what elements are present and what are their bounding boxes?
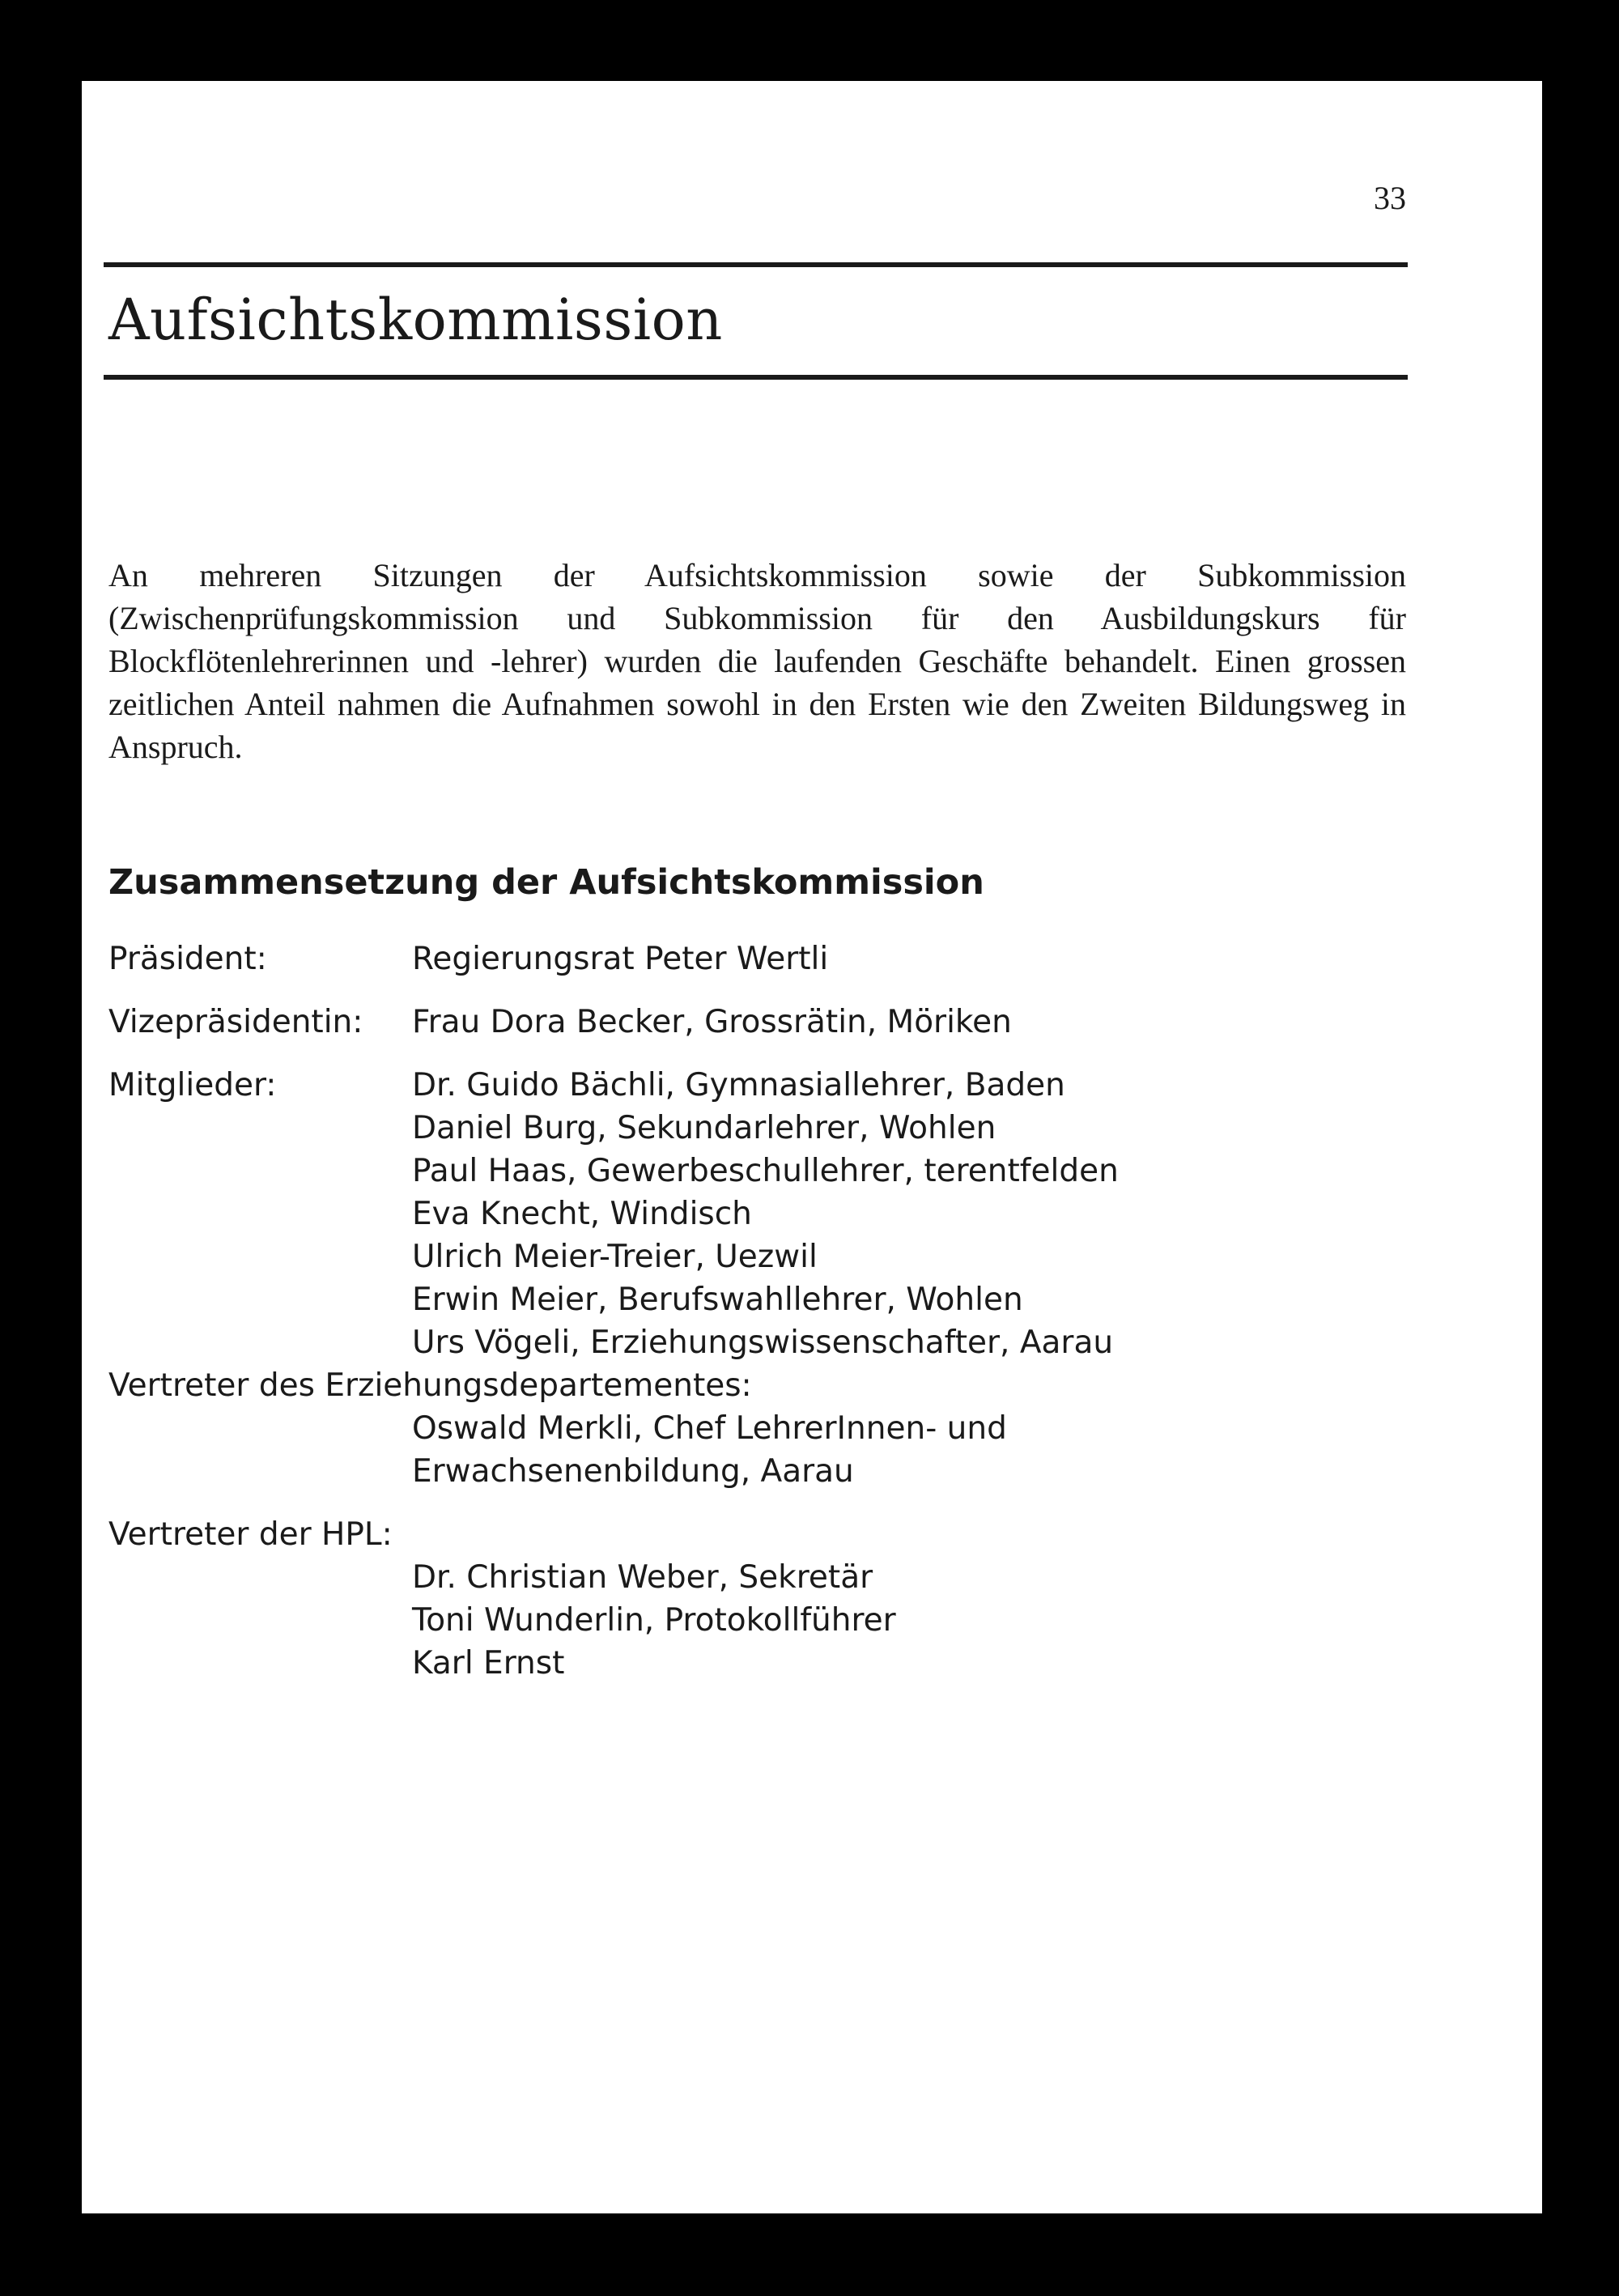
hpl-block bbox=[108, 1513, 1406, 1685]
composition-list bbox=[108, 938, 1406, 1685]
vice-president-role: Vizepräsidentin: bbox=[108, 1004, 363, 1040]
page-title: Aufsichtskommission bbox=[108, 287, 723, 353]
members-row bbox=[108, 1064, 1406, 1364]
member-name: Urs Vögeli, Erziehungswissenschafter, Aarau bbox=[412, 1324, 1114, 1361]
title-rule-top bbox=[104, 262, 1408, 267]
vice-president-name: Frau Dora Becker, Grossrätin, Möriken bbox=[412, 1004, 1012, 1040]
department-name: Erwachsenenbildung, Aarau bbox=[412, 1453, 854, 1490]
hpl-name: Dr. Christian Weber, Sekretär bbox=[412, 1559, 873, 1596]
department-role: Vertreter des Erziehungsdepartementes: bbox=[108, 1367, 752, 1404]
department-name: Oswald Merkli, Chef LehrerInnen- und bbox=[412, 1410, 1007, 1447]
president-row bbox=[108, 938, 1406, 980]
members-names bbox=[412, 1064, 1406, 1364]
member-name: Paul Haas, Gewerbeschullehrer, terentfelden bbox=[412, 1153, 1119, 1189]
member-name: Erwin Meier, Berufswahllehrer, Wohlen bbox=[412, 1282, 1023, 1318]
president-role: Präsident: bbox=[108, 941, 267, 977]
hpl-role: Vertreter der HPL: bbox=[108, 1516, 393, 1553]
title-rule-bottom bbox=[104, 375, 1408, 380]
member-name: Ulrich Meier-Treier, Uezwil bbox=[412, 1239, 818, 1275]
member-name: Daniel Burg, Sekundarlehrer, Wohlen bbox=[412, 1110, 996, 1146]
hpl-name: Toni Wunderlin, Protokollführer bbox=[412, 1602, 896, 1639]
member-name: Eva Knecht, Windisch bbox=[412, 1196, 752, 1232]
hpl-name: Karl Ernst bbox=[412, 1645, 565, 1682]
department-block bbox=[108, 1364, 1406, 1493]
page-number: 33 bbox=[1374, 180, 1406, 216]
member-name: Dr. Guido Bächli, Gymnasiallehrer, Baden bbox=[412, 1067, 1065, 1103]
intro-paragraph: An mehreren Sitzungen der Aufsichtskommission sowie der Subkommission (Zwischenprüfungskommission und Subkommission für den Ausbildungskurs für Blockflötenlehrerinnen und -lehrer) wurden die laufenden Geschäfte behandelt. Einen grossen zeitlichen Anteil nahmen die Aufnahmen sowohl in den Ersten wie den Zweiten Bildungsweg in Anspruch. bbox=[108, 557, 1406, 765]
members-role: Mitglieder: bbox=[108, 1067, 277, 1103]
president-name: Regierungsrat Peter Wertli bbox=[412, 941, 829, 977]
section-heading-composition: Zusammensetzung der Aufsichtskommission bbox=[108, 862, 984, 903]
vice-president-row bbox=[108, 1001, 1406, 1044]
